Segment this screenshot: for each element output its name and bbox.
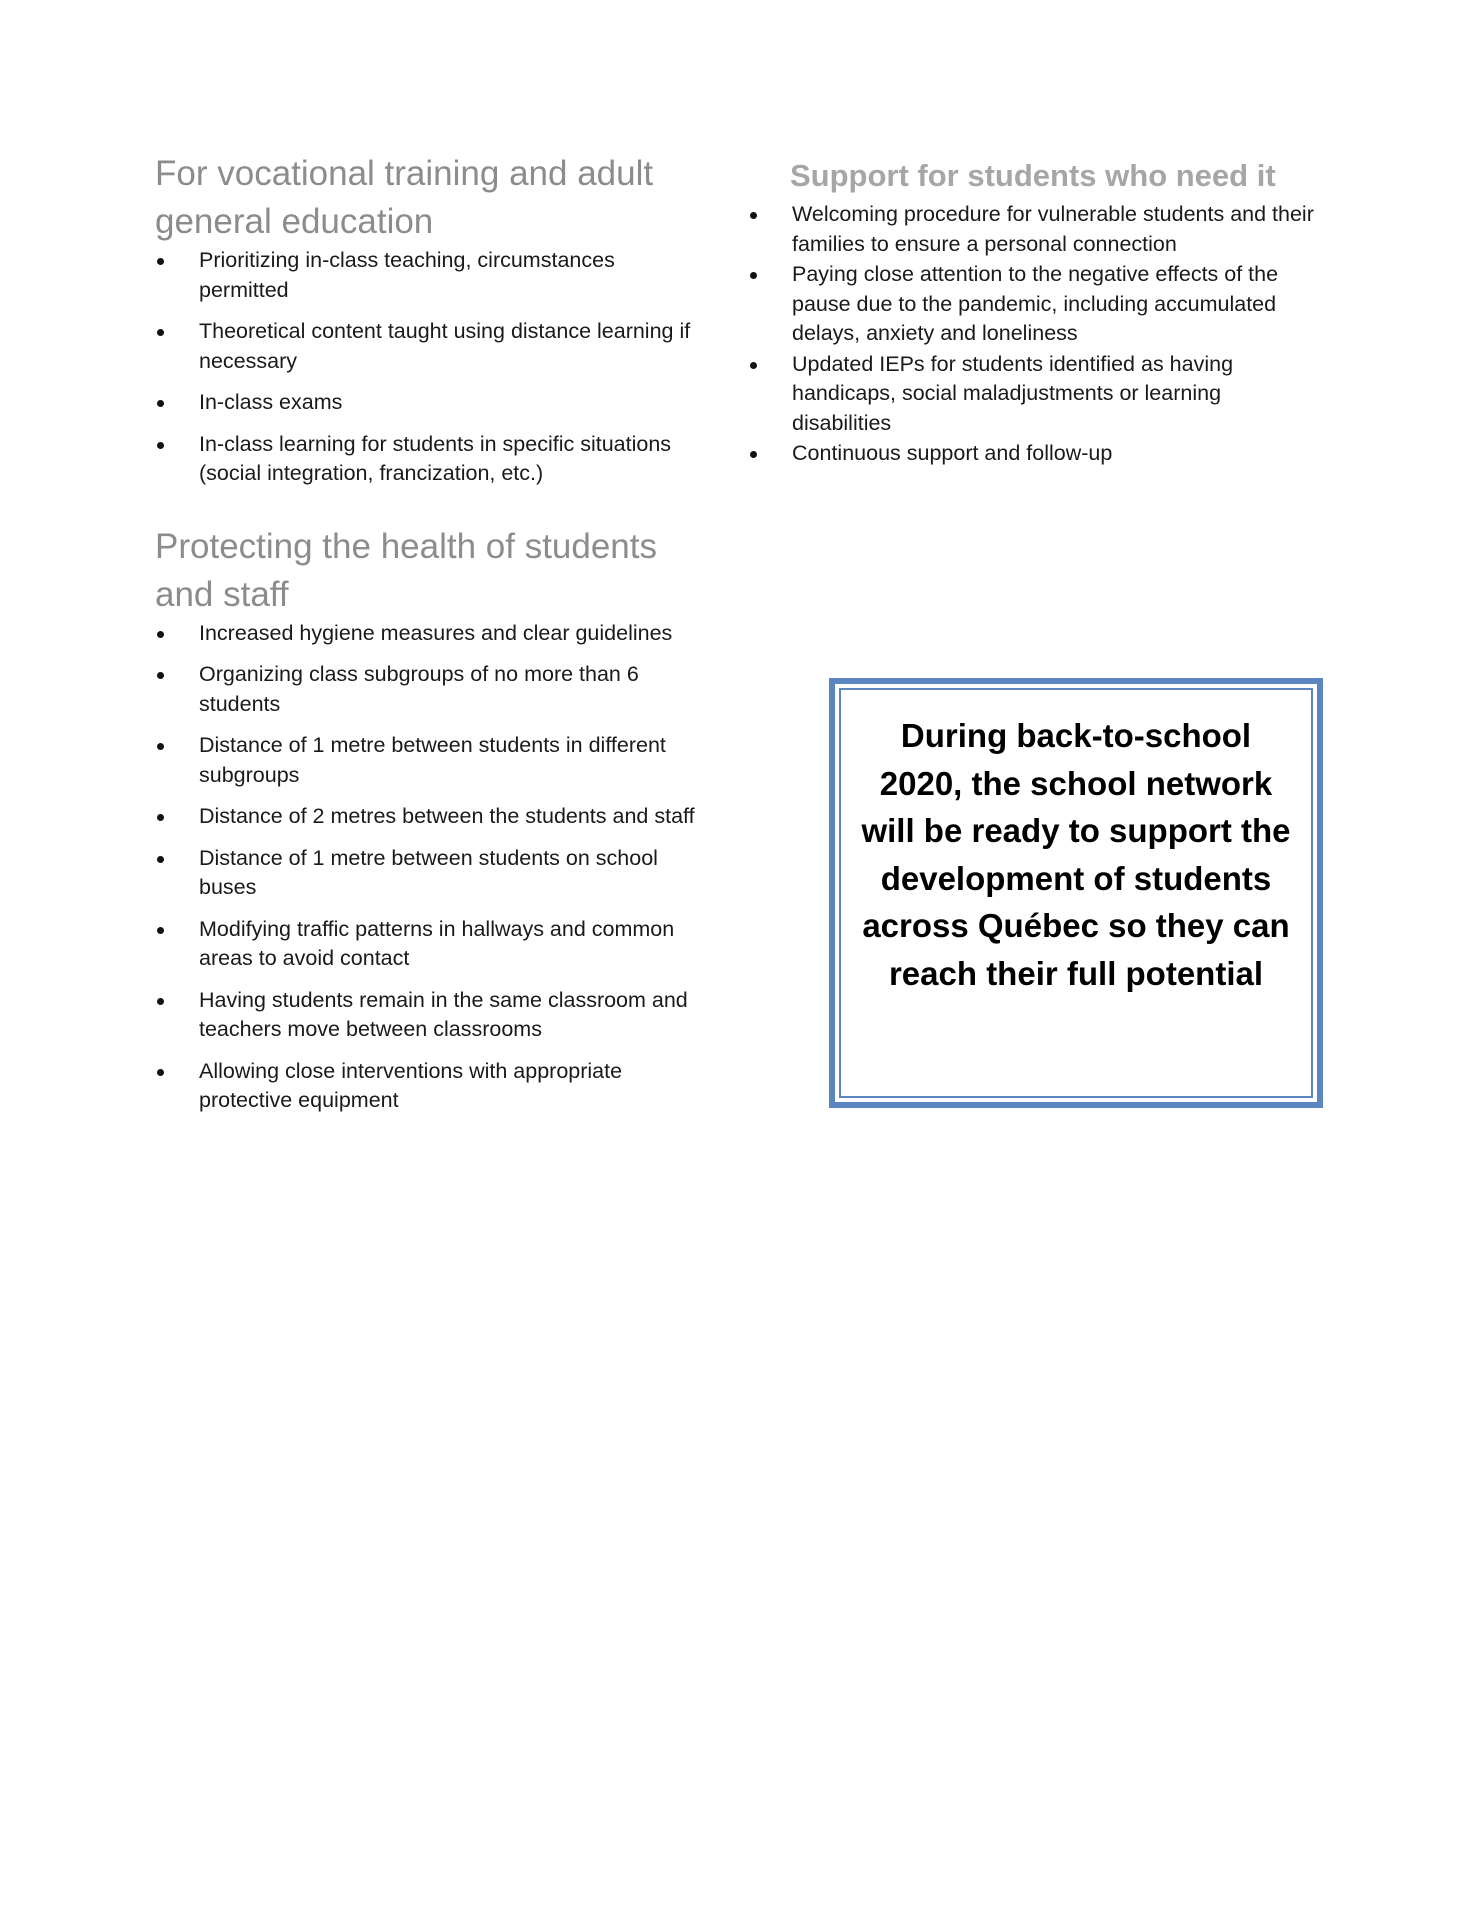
list-item: Welcoming procedure for vulnerable students and their families to ensure a personal connection (748, 200, 1318, 259)
list-item: Paying close attention to the negative effects of the pause due to the pandemic, including accumulated delays, anxiety and loneliness (748, 260, 1318, 349)
left-column (155, 150, 695, 1128)
list-item: Distance of 1 metre between students on school buses (155, 844, 695, 903)
list-item: Organizing class subgroups of no more than 6 students (155, 660, 695, 719)
list-item: Updated IEPs for students identified as having handicaps, social maladjustments or learning disabilities (748, 350, 1318, 439)
support-list (748, 200, 1318, 469)
vocational-list (155, 246, 695, 489)
callout-text: During back-to-school 2020, the school network will be ready to support the development of students across Québec so they can reach their full potential (861, 717, 1291, 992)
list-item: Distance of 1 metre between students in different subgroups (155, 731, 695, 790)
health-heading: Protecting the health of students and staff (155, 526, 657, 614)
list-item: Having students remain in the same classroom and teachers move between classrooms (155, 986, 695, 1045)
list-item: In-class exams (155, 388, 695, 418)
right-column (748, 150, 1318, 470)
list-item: Modifying traffic patterns in hallways and common areas to avoid contact (155, 915, 695, 974)
list-item: Theoretical content taught using distance learning if necessary (155, 317, 695, 376)
list-item: In-class learning for students in specific situations (social integration, francization, etc.) (155, 430, 695, 489)
callout-inner-frame (839, 688, 1313, 1098)
list-item: Increased hygiene measures and clear guidelines (155, 619, 695, 649)
list-item: Prioritizing in-class teaching, circumstances permitted (155, 246, 695, 305)
callout-box (829, 678, 1323, 1108)
vocational-heading: For vocational training and adult general education (155, 154, 654, 241)
list-item: Distance of 2 metres between the students and staff (155, 802, 695, 832)
health-list (155, 619, 695, 1116)
support-heading: Support for students who need it (790, 158, 1276, 193)
list-item: Continuous support and follow-up (748, 439, 1318, 469)
list-item: Allowing close interventions with appropriate protective equipment (155, 1057, 695, 1116)
